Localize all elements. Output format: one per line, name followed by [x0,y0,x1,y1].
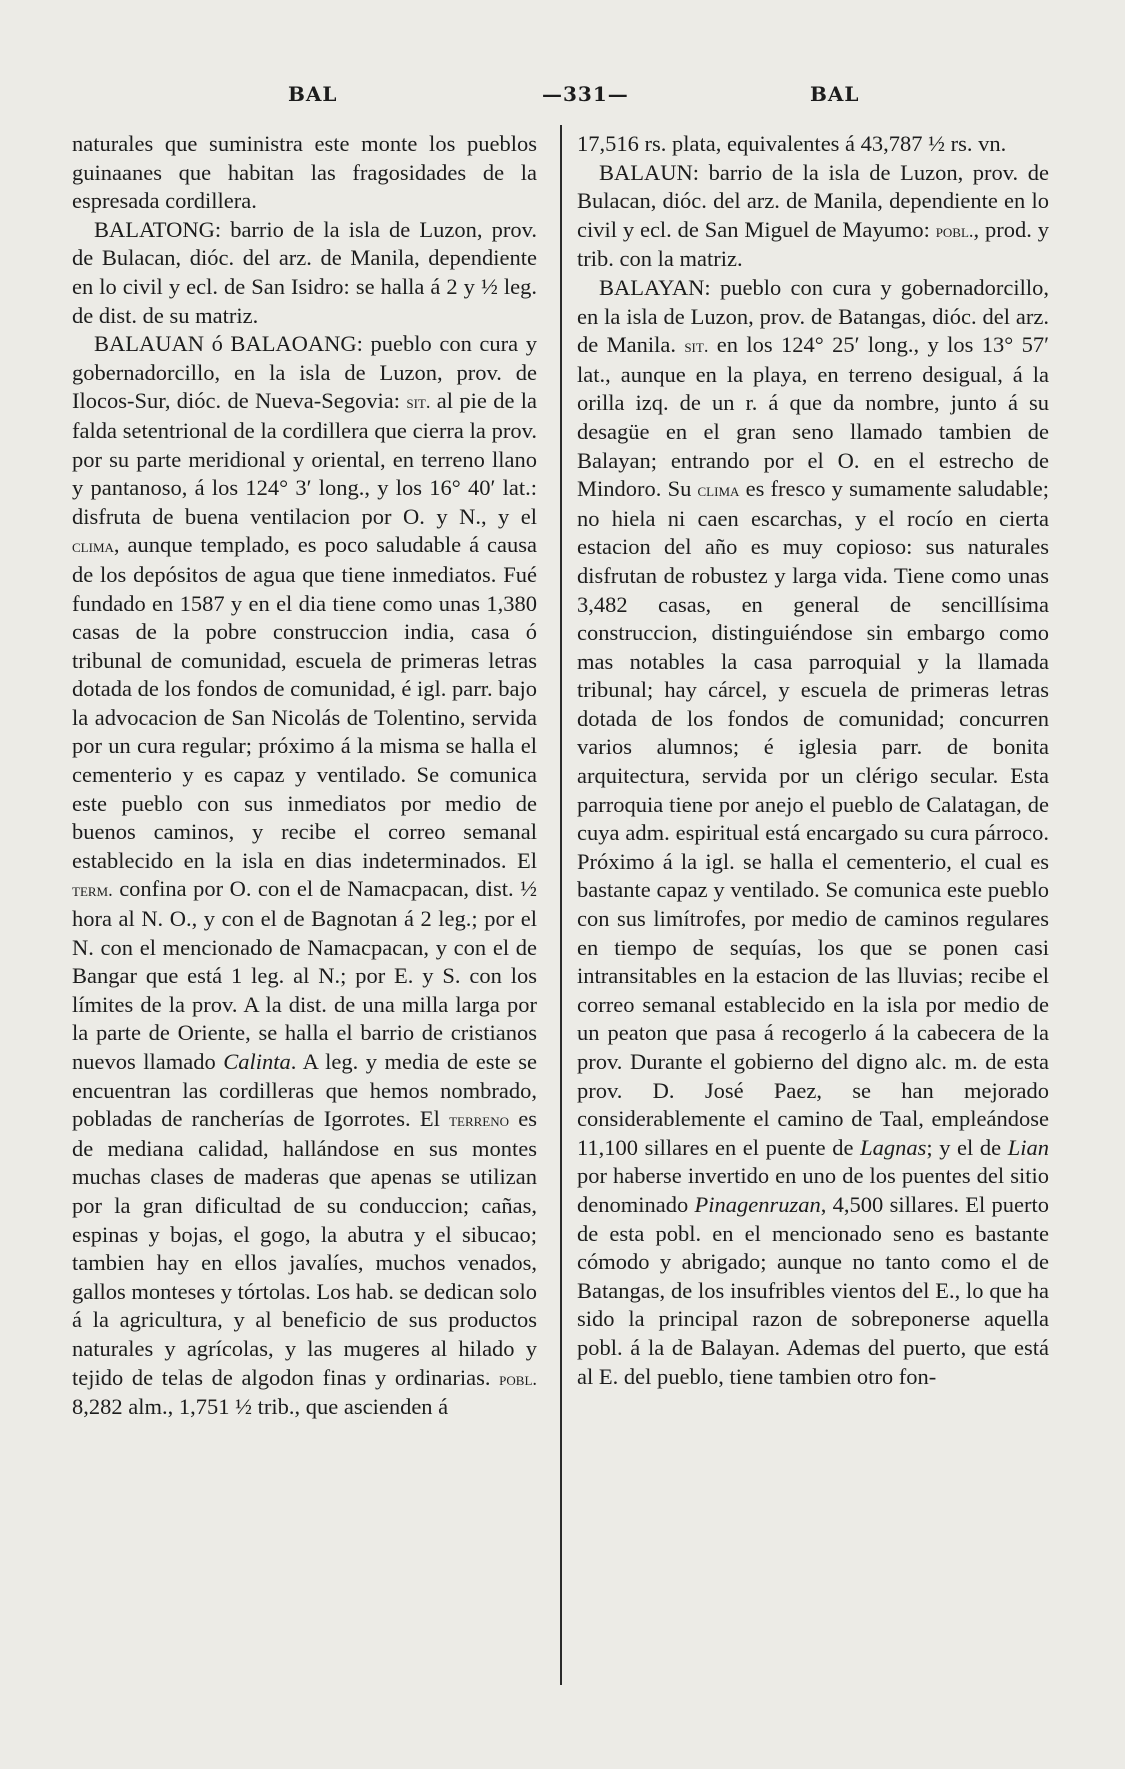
entry-balatong: BALATONG: barrio de la isla de Luzon, prov. de Bulacan, dióc. del arz. de Manila, dependiente en lo civil y ecl. de San Isidro: se halla á 2 y ½ leg. de dist. de su matriz. [72,216,537,328]
entry-balauan: BALAUAN ó BALAOANG: pueblo con cura y gobernadorcillo, en la isla de Luzon, prov. de Ilocos-Sur, dióc. de Nueva-Segovia: sit. al pie de la falda setentrional de la cordillera que cierra la prov. por su parte meridional y oriental, en terreno llano y pantanoso, á los 124° 3′ long., y los 16° 40′ lat.: disfruta de buena ventilacion por O. y N., y el clima, aunque templado, es poco saludable á causa de los depósitos de agua que tiene inmediatos. Fué fundado en 1587 y en el dia tiene como unas 1,380 casas de la pobre construccion india, casa ó tribunal de comunidad, escuela de primeras letras dotada de los fondos de comunidad, é igl. parr. bajo la advocacion de San Nicolás de Tolentino, servida por un cura regular; próximo á la misma se halla el cementerio y es capaz y ventilado. Se comunica este pueblo con sus inmediatos por medio de buenos caminos, y recibe el correo semanal establecido en la isla en dias indeterminados. El term. confina por O. con el de Namacpacan, dist. ½ hora al N. O., y con el de Bagnotan á 2 leg.; por el N. con el mencionado de Namacpacan, y con el de Bangar que está 1 leg. al N.; por E. y S. con los límites de la prov. A la dist. de una milla larga por la parte de Oriente, se halla el barrio de cristianos nuevos llamado Calinta. A leg. y media de este se encuentran las cordilleras que hemos nombrado, pobladas de rancherías de Igorrotes. El terreno es de mediana calidad, hallándose en sus montes muchas clases de maderas que apenas se utilizan por la gran dificultad de su conduccion; cañas, espinas y bojas, el gogo, la abutra y el sibucao; tambien hay en ellos javalíes, muchos venados, gallos monteses y tórtolas. Los hab. se dedican solo á la agricultura, y al beneficio de sus productos naturales y agrícolas, y las mugeres al hilado y tejido de telas de algodon finas y ordinarias. pobl. 8,282 alm., 1,751 ½ trib., que ascienden á [72,331,538,1420]
running-header [70,82,1060,116]
entry-balayan: BALAYAN: pueblo con cura y gobernadorcillo, en la isla de Luzon, prov. de Batangas, dióc. del arz. de Manila. sit. en los 124° 25′ long., y los 13° 57′ lat., aunque en la playa, en terreno desigual, á la orilla izq. de un r. á que da nombre, junto á su desagüe en el gran seno llamado tambien de Balayan; entrando por el O. en el estrecho de Mindoro. Su clima es fresco y sumamente saludable; no hiela ni caen escarchas, y el rocío en cierta estacion del año es muy copioso: sus naturales disfrutan de robustez y larga vida. Tiene como unas 3,482 casas, en general de sencillísima construccion, distinguiéndose sin embargo como mas notables la casa parroquial y la llamada tribunal; hay cárcel, y escuela de primeras letras dotada de los fondos de comunidad; concurren varios alumnos; é iglesia parr. de bonita arquitectura, servida por un clérigo secular. Esta parroquia tiene por anejo el pueblo de Calatagan, de cuya adm. espiritual está encargado su cura párroco. Próximo á la igl. se halla el cementerio, el cual es bastante capaz y ventilado. Se comunica este pueblo con sus limítrofes, por medio de caminos regulares en tiempo de sequías, los que se ponen casi intransitables en la estacion de las lluvias; recibe el correo semanal establecido en la isla por medio de un peaton que pasa á recogerlo á la cabecera de la prov. Durante el gobierno del digno alc. m. de esta prov. D. José Paez, se han mejorado considerablemente el camino de Taal, empleándose 11,100 sillares en el puente de Lagnas; y el de Lian por haberse invertido en uno de los puentes del sitio denominado Pinagenruzan, 4,500 sillares. El puerto de esta pobl. en el mencionado seno es bastante cómodo y abrigado; aunque no tanto como el de Batangas, de los insufribles vientos del E., lo que ha sido la principal razon de sobreponerse aquella pobl. á la de Balayan. Ademas del puerto, que está al E. del pueblo, tiene tambien otro fon- [577,274,1049,1389]
right-column [577,130,1049,1391]
paragraph-continuation-right: 17,516 rs. plata, equivalentes á 43,787 ½ rs. vn. [577,131,1007,156]
entry-balaun: BALAUN: barrio de la isla de Luzon, prov. de Bulacan, dióc. del arz. de Manila, dependiente en lo civil y ecl. de San Miguel de Mayumo: pobl., prod. y trib. con la matriz. [577,159,1049,272]
header-left: BAL [288,82,338,106]
paragraph-continuation: naturales que suministra este monte los pueblos guinaanes que habitan las fragosidades de la espresada cordillera. [72,131,537,214]
column-divider [560,125,562,1685]
header-right: BAL [810,82,860,106]
left-column [72,130,537,1422]
page-number: —331— [542,82,629,106]
